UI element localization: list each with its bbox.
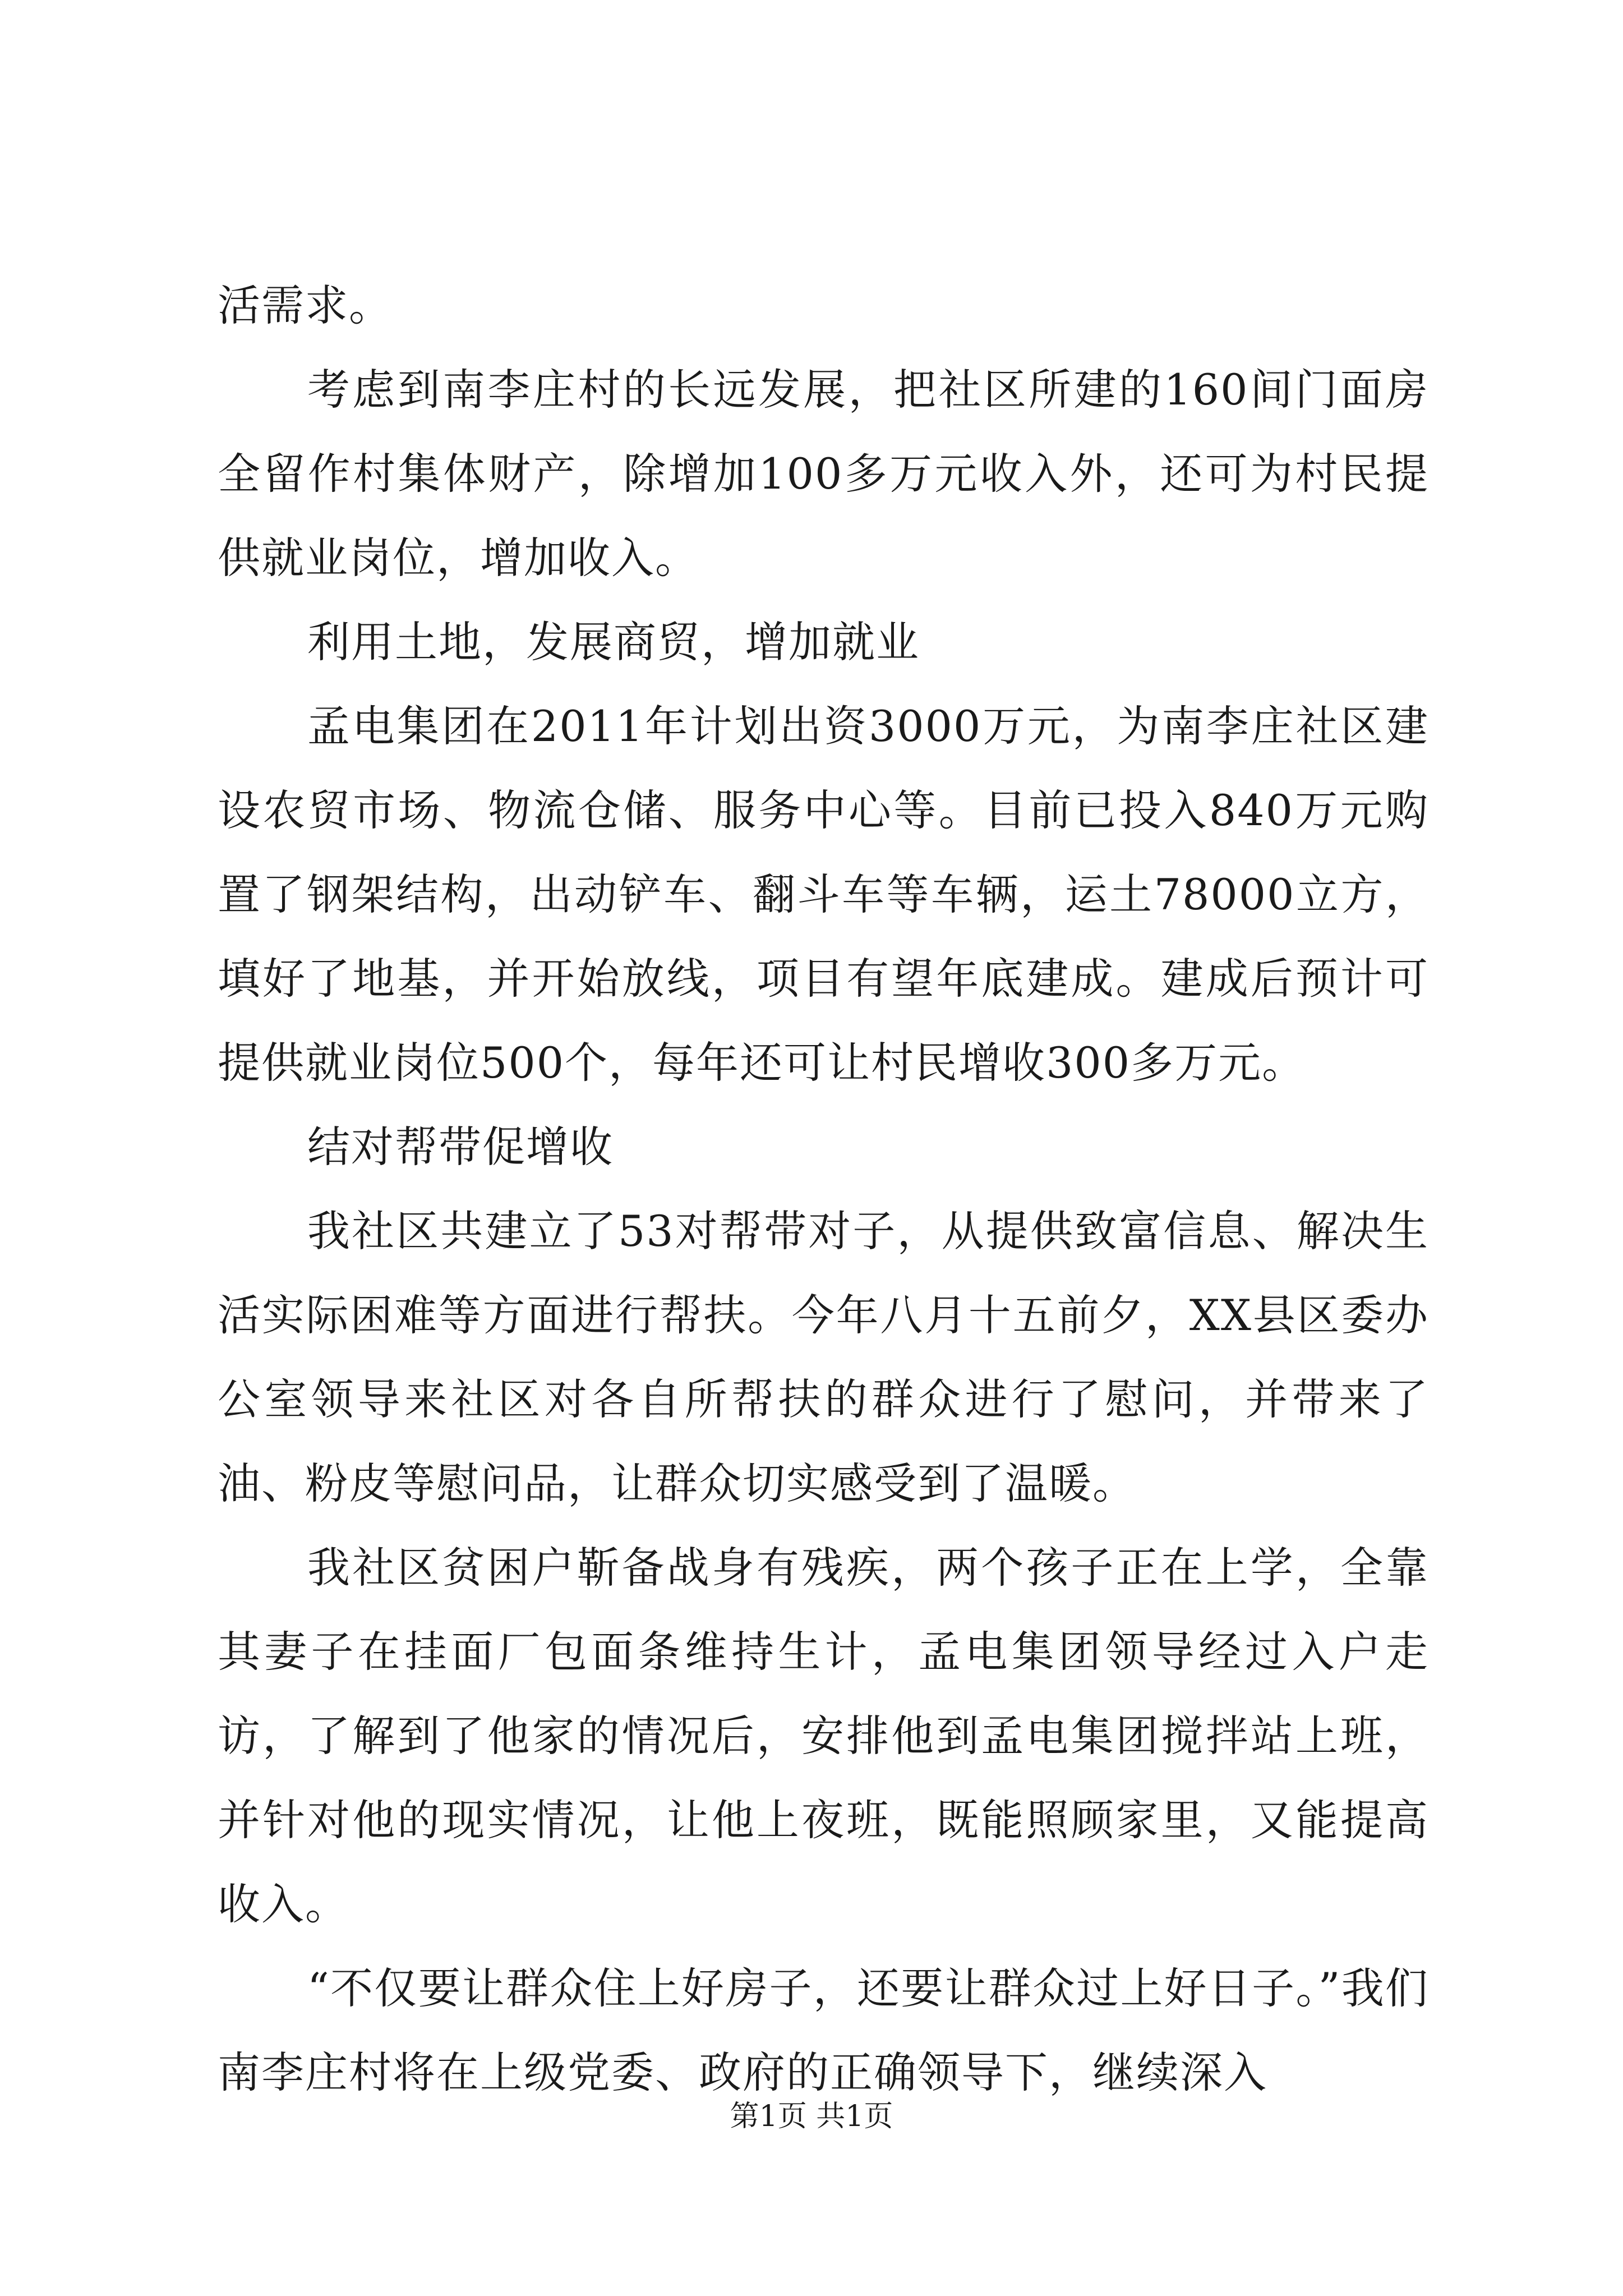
paragraph-pairing-pairs: 我社区共建立了53对帮带对子，从提供致富信息、解决生活实际困难等方面进行帮扶。今年八月十五前夕，XX县区委办公室领导来社区对各自所帮扶的群众进行了慰问，并带来了油、粉皮等慰问品，让群众切实感受到了温暖。 xyxy=(218,1206,1429,1508)
paragraph-storefront-houses: 考虑到南李庄村的长远发展，把社区所建的160间门面房全留作村集体财产，除增加100多万元收入外，还可为村民提供就业岗位，增加收入。 xyxy=(218,365,1429,583)
paragraph-continuation: 活需求。 xyxy=(218,280,393,330)
paragraph-closing-quote: “不仅要让群众住上好房子，还要让群众过上好日子。”我们南李庄村将在上级党委、政府的正确领导下，继续深入 xyxy=(218,1963,1429,2097)
section-heading-pairing-help: 结对帮带促增收 xyxy=(307,1122,614,1172)
document-body xyxy=(218,264,1429,2115)
page-footer: 第1页 共1页 xyxy=(730,2100,893,2133)
section-heading-land-commerce: 利用土地，发展商贸，增加就业 xyxy=(307,617,920,667)
paragraph-poor-household: 我社区贫困户靳备战身有残疾，两个孩子正在上学，全靠其妻子在挂面厂包面条维持生计，孟电集团领导经过入户走访，了解到了他家的情况后，安排他到孟电集团搅拌站上班，并针对他的现实情况，让他上夜班，既能照顾家里，又能提高收入。 xyxy=(218,1543,1429,1929)
paragraph-mengdian-investment: 孟电集团在2011年计划出资3000万元，为南李庄社区建设农贸市场、物流仓储、服务中心等。目前已投入840万元购置了钢架结构，出动铲车、翻斗车等车辆，运土78000立方，填好了地基，并开始放线，项目有望年底建成。建成后预计可提供就业岗位500个，每年还可让村民增收300多万元。 xyxy=(218,701,1429,1088)
